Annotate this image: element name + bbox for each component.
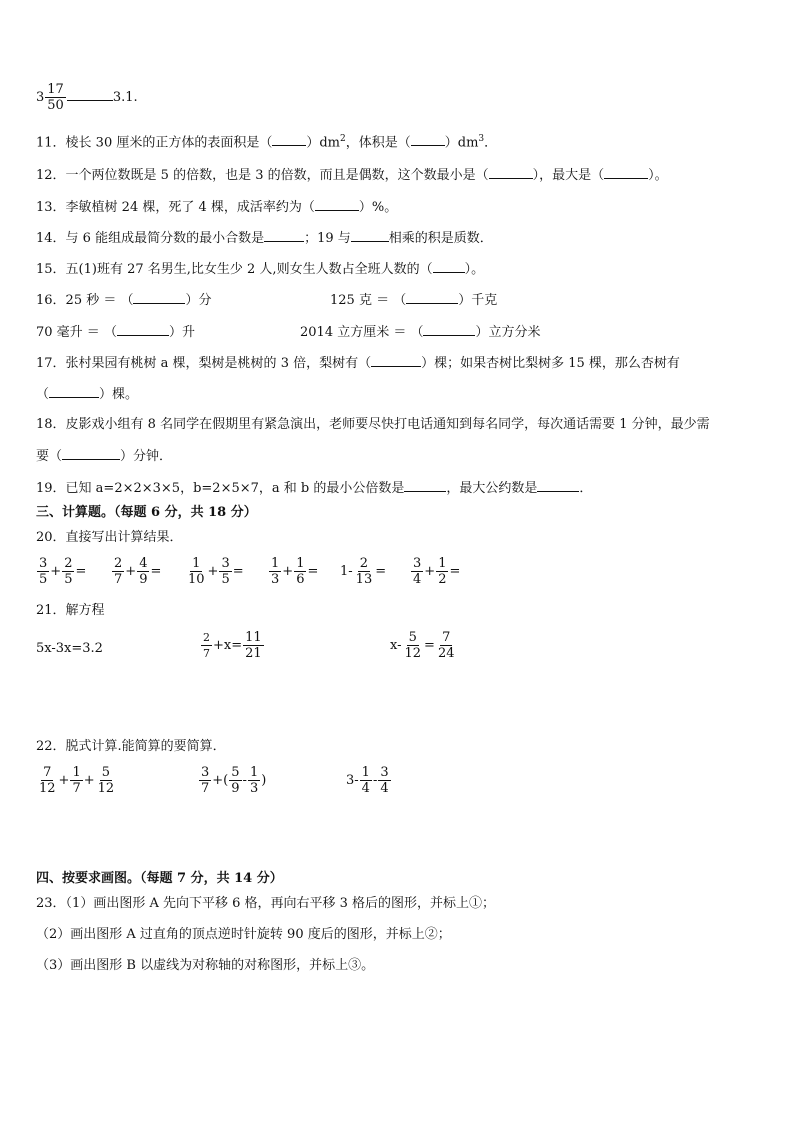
q20-1-den-2: 5 xyxy=(64,572,73,587)
q11-blank-2[interactable] xyxy=(411,133,445,146)
q21-3-den: 12 xyxy=(404,646,422,661)
q15-text-b: ）。 xyxy=(464,262,485,277)
q12-text-b: ），最大是（ xyxy=(532,168,605,183)
q19-text-a: 19．已知 a=2×2×3×5，b=2×5×7，a 和 b 的最小公倍数是 xyxy=(36,481,405,496)
q10-answer-blank[interactable] xyxy=(67,88,113,101)
q22-1-op-1: + xyxy=(58,773,70,788)
q22-2-num-1: 3 xyxy=(201,765,210,780)
q12-blank-2[interactable] xyxy=(604,166,648,179)
q11-sup-2: 2 xyxy=(340,134,346,144)
q20-2-num-1: 2 xyxy=(114,556,123,571)
q20-2-op: + xyxy=(125,564,137,579)
q11-text-e: ． xyxy=(484,135,498,151)
q20-5-pre: 1- xyxy=(340,564,353,579)
q20-item-3 xyxy=(185,556,244,587)
q10-fraction xyxy=(45,82,66,113)
q20-5-num: 2 xyxy=(359,556,369,571)
q20-2-den-1: 7 xyxy=(114,572,123,587)
q20-1-op: + xyxy=(50,564,62,579)
q18-blank[interactable] xyxy=(62,447,120,460)
q20-5-den: 13 xyxy=(355,572,373,587)
q16-row2-right xyxy=(300,323,541,342)
q16-blank-3[interactable] xyxy=(117,323,169,336)
q22-1-num-2: 1 xyxy=(72,765,81,780)
q20-item-4 xyxy=(268,556,318,587)
q21-eq-2 xyxy=(200,630,265,661)
q17-text-a: 17．张村果园有桃树 a 棵，梨树是桃树的 3 倍，梨树有（ xyxy=(36,356,372,371)
q20-2-eq: = xyxy=(150,564,162,579)
q21-2-den: 7 xyxy=(203,647,210,660)
q19-text-c: ． xyxy=(579,481,593,496)
q20-3-op: + xyxy=(207,564,219,579)
q23-line-2: （2）画出图形 A 过直角的顶点逆时针旋转 90 度后的图形，并标上②； xyxy=(36,927,451,942)
q22-1-num-1: 7 xyxy=(43,765,52,780)
q16-r2-text-c: 2014 立方厘米 ＝ （ xyxy=(300,325,424,340)
q17-line-1 xyxy=(36,354,680,373)
q13-line xyxy=(36,198,397,217)
q10-numerator: 17 xyxy=(47,82,64,97)
q20-item-6 xyxy=(410,556,460,587)
q23-line-3: （3）画出图形 B 以虚线为对称轴的对称图形，并标上③。 xyxy=(36,958,375,973)
q22-3-den-2: 4 xyxy=(380,781,389,796)
q22-2-close: ) xyxy=(261,773,267,788)
q12-text-c: ）。 xyxy=(648,168,668,183)
q12-blank-1[interactable] xyxy=(489,166,533,179)
q22-2-num-2: 5 xyxy=(231,765,240,780)
q10-whole: 3 xyxy=(36,90,45,105)
q20-2-den-2: 9 xyxy=(139,572,148,587)
q23-line-1: 23．（1）画出图形 A 先向下平移 6 格，再向右平移 3 格后的图形，并标上①； xyxy=(36,896,496,911)
q19-line xyxy=(36,479,592,498)
q22-expr-1 xyxy=(36,765,117,796)
q20-1-den-1: 5 xyxy=(39,572,48,587)
q16-r1-text-c: 125 克 ＝ （ xyxy=(330,293,407,308)
q11-text-a: 11．棱长 30 厘米的正方体的表面积是（ xyxy=(36,135,273,151)
q22-title: 22．脱式计算.能简算的要简算． xyxy=(36,739,226,754)
q19-blank-2[interactable] xyxy=(537,479,579,492)
q22-3-den-1: 4 xyxy=(361,781,370,796)
q11-text-c: ，体积是（ xyxy=(345,135,411,151)
q22-1-num-3: 5 xyxy=(101,765,111,780)
q16-r2-text-d: ）立方分米 xyxy=(475,325,541,340)
q20-4-num-1: 1 xyxy=(271,556,280,571)
q16-blank-4[interactable] xyxy=(423,323,475,336)
q20-2-num-2: 4 xyxy=(139,556,148,571)
q11-sup-3: 3 xyxy=(478,134,485,144)
q20-item-5 xyxy=(340,556,386,587)
q20-6-num-2: 1 xyxy=(438,556,447,571)
q18-text-c: ）分钟． xyxy=(120,449,173,464)
q15-line xyxy=(36,260,484,279)
q13-text-b: ）%。 xyxy=(358,200,398,215)
q16-blank-1[interactable] xyxy=(133,291,185,304)
q20-4-den-1: 3 xyxy=(271,572,280,587)
q22-2-den-3: 3 xyxy=(249,781,259,796)
q17-text-b: ）棵；如果杏树比梨树多 15 棵，那么杏树有 xyxy=(421,356,680,371)
q22-3-num-2: 3 xyxy=(380,765,389,780)
q11-blank-1[interactable] xyxy=(272,133,306,146)
q18-line-2 xyxy=(36,447,172,466)
section-3-heading: 三、计算题。（每题 6 分，共 18 分） xyxy=(36,505,257,520)
q17-blank-2[interactable] xyxy=(49,385,99,398)
q10-denominator: 50 xyxy=(47,98,64,113)
q10-line xyxy=(36,82,138,113)
q12-line xyxy=(36,166,668,185)
q22-expr-2 xyxy=(198,765,266,796)
q21-3-mid: = xyxy=(424,638,435,653)
q20-4-num-2: 1 xyxy=(296,556,305,571)
q21-3-num-2: 7 xyxy=(442,630,451,645)
q14-text-a: 14．与 6 能组成最简分数的最小合数是 xyxy=(36,231,265,246)
q20-3-den-1: 10 xyxy=(188,572,205,587)
q20-1-num-2: 2 xyxy=(64,556,73,571)
q21-3-num: 5 xyxy=(408,630,417,645)
q17-text-d: ）棵。 xyxy=(99,387,139,402)
q22-1-den-1: 12 xyxy=(39,781,56,796)
q17-text-c: （ xyxy=(36,387,50,402)
q17-line-2 xyxy=(36,385,138,404)
q21-2-num: 2 xyxy=(203,631,210,644)
q20-title: 20．直接写出计算结果． xyxy=(36,530,183,545)
q13-text-a: 13．李敏植树 24 棵，死了 4 棵，成活率约为（ xyxy=(36,200,315,215)
q21-2-mid: +x= xyxy=(213,638,243,653)
q21-title: 21．解方程 xyxy=(36,603,105,618)
q20-3-num-1: 1 xyxy=(192,556,201,571)
q20-item-2 xyxy=(111,556,161,587)
q20-1-eq: = xyxy=(75,564,87,579)
q20-4-eq: = xyxy=(307,564,319,579)
q22-1-op-2: + xyxy=(83,773,95,788)
q22-1-den-2: 7 xyxy=(72,781,81,796)
q20-6-eq: = xyxy=(449,564,461,579)
q21-2-den-2: 21 xyxy=(245,646,262,661)
q15-text-a: 15．五(1)班有 27 名男生,比女生少 2 人,则女生人数占全班人数的（ xyxy=(36,262,433,277)
q22-3-op: - xyxy=(372,773,378,788)
q21-2-num-2: 11 xyxy=(245,630,262,645)
q18-line-1 xyxy=(36,416,710,434)
q13-blank[interactable] xyxy=(315,198,359,211)
q22-expr-3 xyxy=(346,765,392,796)
q20-item-1 xyxy=(36,556,86,587)
q20-6-num-1: 3 xyxy=(413,556,422,571)
q16-row2-left xyxy=(36,323,195,342)
q20-6-den-2: 2 xyxy=(438,572,447,587)
q20-5-eq: = xyxy=(375,564,387,579)
q20-6-op: + xyxy=(424,564,436,579)
q20-3-num-2: 3 xyxy=(221,556,230,571)
q20-4-den-2: 6 xyxy=(296,572,305,587)
q14-blank-2[interactable] xyxy=(351,229,389,242)
q10-tail: 3.1. xyxy=(112,90,138,105)
q14-text-b: ；19 与 xyxy=(304,231,351,246)
q22-2-op-2: - xyxy=(242,773,247,788)
q22-1-den-3: 12 xyxy=(97,781,115,796)
q22-2-den-1: 7 xyxy=(201,781,210,796)
q22-2-den-2: 9 xyxy=(231,781,240,796)
section-4-heading: 四、按要求画图。（每题 7 分，共 14 分） xyxy=(36,871,283,886)
q20-4-op: + xyxy=(282,564,294,579)
q11-text-d: ）dm xyxy=(444,135,479,151)
q20-1-num-1: 3 xyxy=(39,556,48,571)
q22-2-op-1: +( xyxy=(212,773,229,788)
q18-text-a: 18．皮影戏小组有 8 名同学在假期里有紧急演出，老师要尽快打电话通知到每名同学，每次通话需要 1 分钟，最少需 xyxy=(36,417,710,432)
q11-line xyxy=(36,130,497,152)
q16-r1-text-a: 16．25 秒 ＝ （ xyxy=(36,293,134,308)
q19-blank-1[interactable] xyxy=(404,479,446,492)
q16-row1-right xyxy=(330,291,497,310)
q11-text-b: ）dm xyxy=(306,135,341,151)
q14-text-c: 相乘的积是质数． xyxy=(388,231,493,246)
q22-3-num-1: 1 xyxy=(361,765,370,780)
q21-eq-1: 5x-3x=3.2 xyxy=(36,641,103,656)
q18-text-b: 要（ xyxy=(36,449,63,464)
q14-blank-1[interactable] xyxy=(264,229,304,242)
q20-3-den-2: 5 xyxy=(221,572,230,587)
q16-r2-text-b: ）升 xyxy=(168,325,195,340)
q16-blank-2[interactable] xyxy=(406,291,458,304)
q16-r2-text-a: 70 毫升 ＝ （ xyxy=(36,325,117,340)
q22-3-pre: 3- xyxy=(346,773,359,788)
q16-r1-text-b: ）分 xyxy=(185,293,212,308)
q20-3-eq: = xyxy=(232,564,244,579)
q21-eq-3 xyxy=(390,630,458,661)
q12-text-a: 12．一个两位数既是 5 的倍数，也是 3 的倍数，而且是偶数，这个数最小是（ xyxy=(36,168,489,183)
q17-blank-1[interactable] xyxy=(371,354,421,367)
q22-2-num-3: 1 xyxy=(249,765,259,780)
q20-6-den-1: 4 xyxy=(413,572,422,587)
q14-line xyxy=(36,229,493,248)
q16-row1-left xyxy=(36,291,212,310)
q19-text-b: ，最大公约数是 xyxy=(446,481,538,496)
q15-blank[interactable] xyxy=(433,260,465,273)
q21-3-den-2: 24 xyxy=(437,646,455,661)
q21-3-pre: x- xyxy=(390,638,402,653)
q16-r1-text-d: ）千克 xyxy=(458,293,498,308)
